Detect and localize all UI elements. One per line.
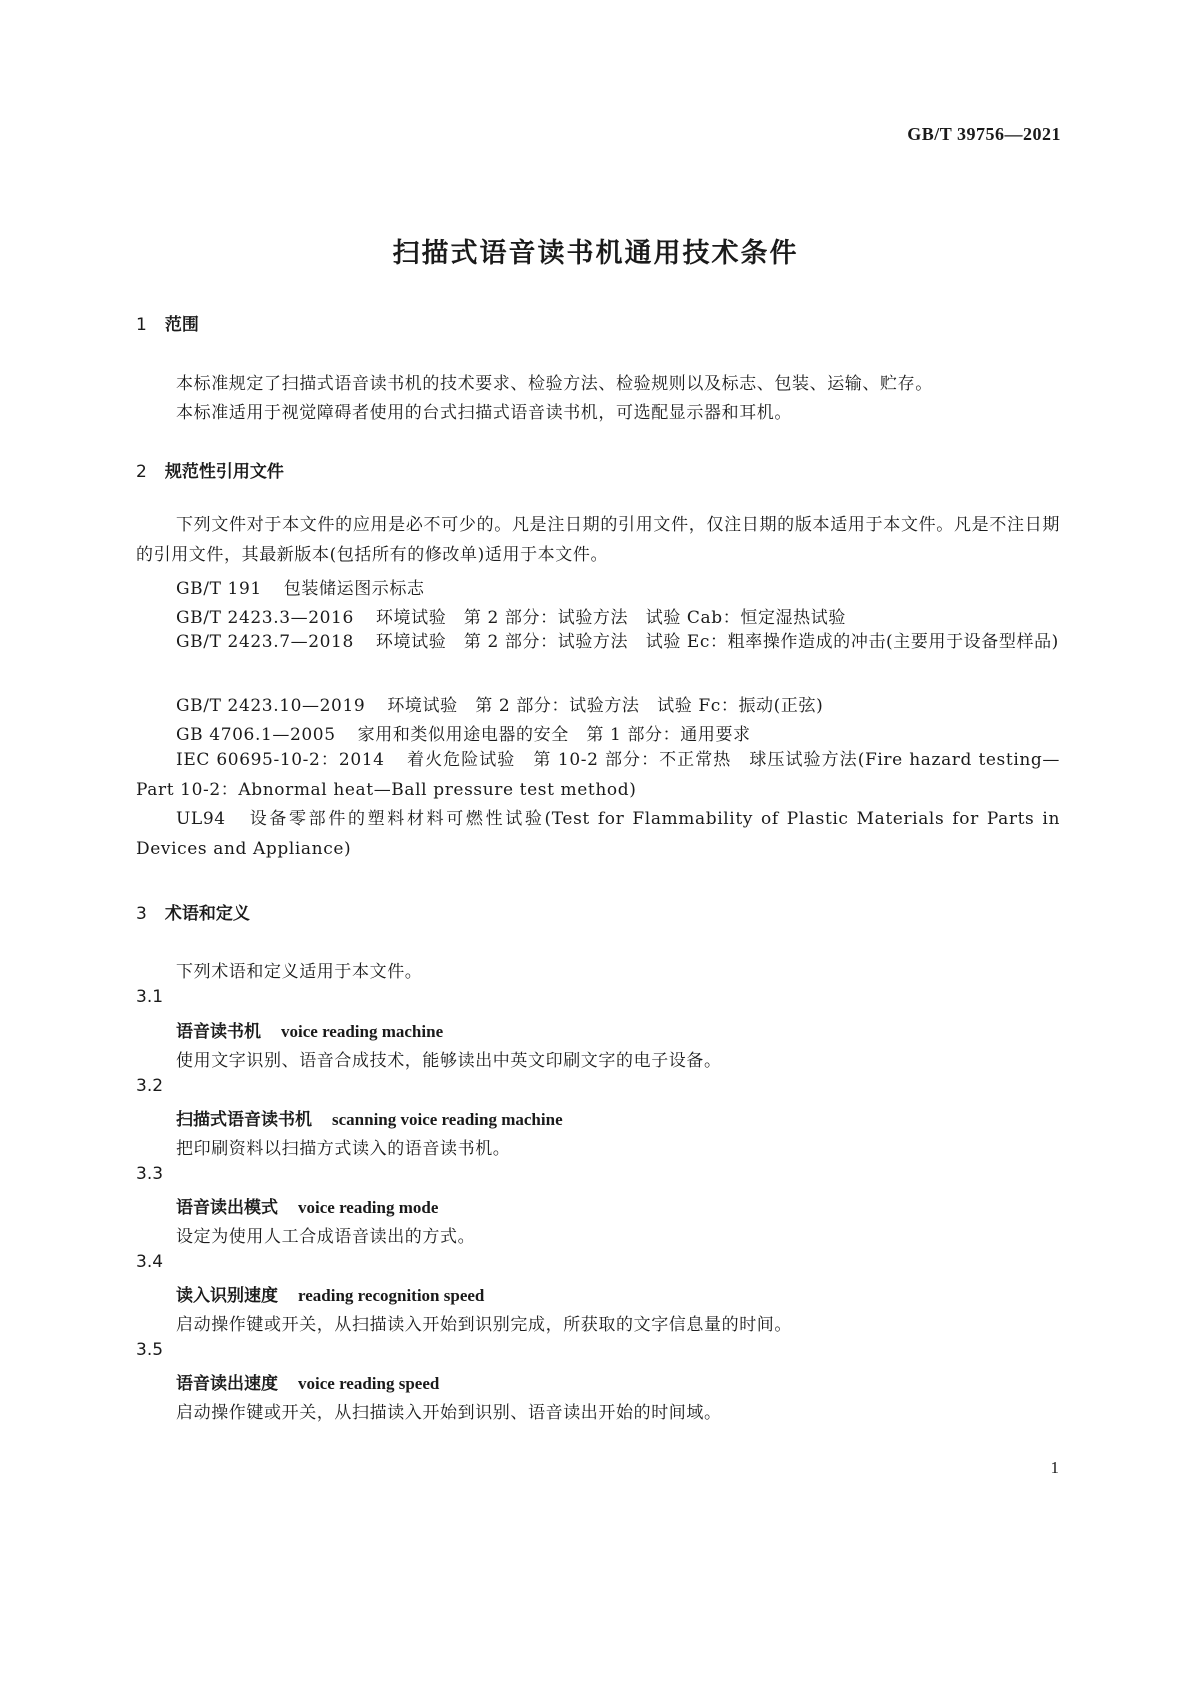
- paragraph: 本标准规定了扫描式语音读书机的技术要求、检验方法、检验规则以及标志、包装、运输、贮存。: [176, 374, 933, 394]
- paragraph: 下列文件对于本文件的应用是必不可少的。凡是注日期的引用文件，仅注日期的版本适用于本文件。凡是不注日期的引用文件，其最新版本(包括所有的修改单)适用于本文件。: [136, 515, 1060, 565]
- term-english: voice reading mode: [298, 1198, 439, 1217]
- term-english: reading recognition speed: [298, 1286, 485, 1305]
- term-number: 3.2: [136, 1076, 164, 1096]
- reference-item: [136, 745, 1060, 805]
- term-definition: 启动操作键或开关，从扫描读入开始到识别、语音读出开始的时间域。: [176, 1403, 722, 1423]
- term-english: voice reading speed: [298, 1374, 440, 1393]
- term-heading: [176, 1105, 563, 1130]
- section-title: 范围: [164, 315, 199, 335]
- term-chinese: 语音读出模式: [176, 1198, 278, 1218]
- reference-item: [176, 691, 823, 716]
- page-number: 1: [1050, 1458, 1059, 1477]
- reference-title: 着火危险试验 第 10-2 部分：不正常热 球压试验方法(Fire hazard testing—Part 10-2：Abnormal heat—Ball pressure test method): [136, 750, 1060, 800]
- reference-title: 家用和类似用途电器的安全 第 1 部分：通用要求: [357, 725, 751, 745]
- term-definition: 启动操作键或开关，从扫描读入开始到识别完成，所获取的文字信息量的时间。: [176, 1315, 792, 1335]
- section-title: 术语和定义: [164, 904, 250, 924]
- term-chinese: 语音读出速度: [176, 1374, 278, 1394]
- reference-code: GB/T 2423.10—2019: [176, 696, 366, 716]
- section-3-heading: [136, 899, 250, 924]
- reference-code: GB/T 2423.7—2018: [176, 632, 354, 652]
- term-english: voice reading machine: [281, 1022, 444, 1041]
- term-chinese: 语音读书机: [176, 1022, 261, 1042]
- standard-number: GB/T 39756—2021: [907, 124, 1061, 144]
- reference-code: GB/T 2423.3—2016: [176, 608, 354, 628]
- term-number: 3.4: [136, 1252, 164, 1272]
- term-heading: [176, 1017, 443, 1042]
- section-1-heading: [136, 310, 199, 335]
- term-number: 3.3: [136, 1164, 164, 1184]
- reference-item: [136, 804, 1060, 864]
- reference-title: 设备零部件的塑料材料可燃性试验(Test for Flammability of Plastic Materials for Parts in Devices and Appliance): [136, 809, 1060, 859]
- reference-title: 包装储运图示标志: [283, 579, 425, 599]
- section-title: 规范性引用文件: [164, 462, 284, 482]
- section-2-heading: [136, 457, 284, 482]
- term-definition: 把印刷资料以扫描方式读入的语音读书机。: [176, 1139, 511, 1159]
- reference-code: GB/T 191: [176, 579, 262, 599]
- reference-title: 环境试验 第 2 部分：试验方法 试验 Fc：振动(正弦): [387, 696, 824, 716]
- reference-title: 环境试验 第 2 部分：试验方法 试验 Ec：粗率操作造成的冲击(主要用于设备型样品): [375, 632, 1059, 652]
- term-definition: 使用文字识别、语音合成技术，能够读出中英文印刷文字的电子设备。: [176, 1051, 722, 1071]
- section-number: 3: [136, 904, 147, 924]
- reference-item: [136, 627, 1060, 657]
- paragraph: 下列术语和定义适用于本文件。: [176, 962, 423, 982]
- reference-code: UL94: [176, 809, 226, 829]
- reference-code: IEC 60695-10-2：2014: [176, 750, 385, 770]
- reference-item: [176, 603, 846, 628]
- term-chinese: 扫描式语音读书机: [176, 1110, 312, 1130]
- reference-item: [176, 720, 751, 745]
- term-english: scanning voice reading machine: [332, 1110, 563, 1129]
- reference-item: [176, 574, 425, 599]
- document-title: 扫描式语音读书机通用技术条件: [392, 238, 799, 269]
- term-heading: [176, 1281, 484, 1306]
- term-number: 3.5: [136, 1340, 164, 1360]
- term-heading: [176, 1369, 439, 1394]
- term-heading: [176, 1193, 438, 1218]
- section-number: 2: [136, 462, 147, 482]
- paragraph: 本标准适用于视觉障碍者使用的台式扫描式语音读书机，可选配显示器和耳机。: [176, 403, 792, 423]
- reference-title: 环境试验 第 2 部分：试验方法 试验 Cab：恒定湿热试验: [375, 608, 846, 628]
- section-number: 1: [136, 315, 147, 335]
- term-definition: 设定为使用人工合成语音读出的方式。: [176, 1227, 476, 1247]
- term-number: 3.1: [136, 987, 164, 1007]
- reference-code: GB 4706.1—2005: [176, 725, 336, 745]
- term-chinese: 读入识别速度: [176, 1286, 278, 1306]
